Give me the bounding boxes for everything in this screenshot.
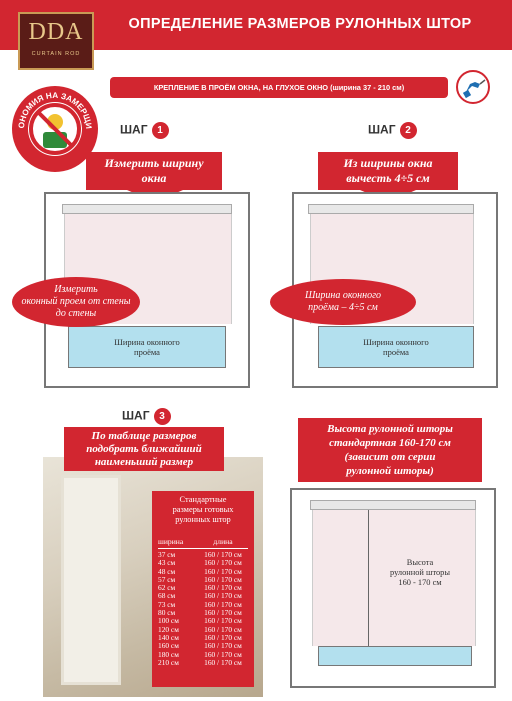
- sizes-table-row: [158, 659, 248, 667]
- sizes-width-cell: 140 см: [158, 632, 179, 642]
- sizes-length-cell: 160 / 170 см: [204, 624, 242, 634]
- sizes-length-cell: 160 / 170 см: [204, 641, 242, 651]
- step-1-callout: Измерить ширину окна: [86, 152, 222, 190]
- step-3-callout: По таблице размеров подобрать ближайший наименьший размер: [64, 427, 224, 471]
- height-label: Высота рулонной шторы 160 - 170 см: [390, 558, 450, 587]
- step-3-label: ШАГ 3: [122, 408, 171, 425]
- sizes-width-cell: 43 см: [158, 558, 176, 568]
- mount-banner: КРЕПЛЕНИЕ В ПРОЁМ ОКНА, НА ГЛУХОЕ ОКНО (ширина 37 - 210 см): [110, 77, 448, 98]
- sizes-width-cell: 80 см: [158, 608, 176, 618]
- sizes-length-cell: 160 / 170 см: [204, 558, 242, 568]
- step-4-glass: [318, 646, 472, 666]
- sizes-length-cell: 160 / 170 см: [204, 632, 242, 642]
- sizes-length-cell: 160 / 170 см: [204, 591, 242, 601]
- window-photo-element: [61, 475, 121, 685]
- sizes-length-cell: 160 / 170 см: [204, 608, 242, 618]
- badge-text: ОНОМИЯ НА ЗАМЕРЩИ: [16, 90, 94, 130]
- sizes-table-divider: [158, 548, 248, 549]
- sizes-width-cell: 37 см: [158, 550, 176, 559]
- step-2-oval-note: Ширина оконного проёма – 4÷5 см: [270, 279, 416, 325]
- logo-main-text: DDA: [28, 19, 84, 45]
- sizes-width-cell: 100 см: [158, 616, 179, 626]
- sizes-length-cell: 160 / 170 см: [204, 566, 242, 576]
- sizes-width-cell: 160 см: [158, 641, 179, 651]
- step-1-label: ШАГ 1: [120, 122, 169, 139]
- sizes-table-panel: [152, 491, 254, 687]
- sizes-width-cell: 57 см: [158, 574, 176, 584]
- sizes-width-cell: 48 см: [158, 566, 176, 576]
- sizes-table-title: Стандартные размеры готовых рулонных штор: [172, 495, 234, 524]
- sizes-width-cell: 180 см: [158, 649, 179, 659]
- step-2-callout: Из ширины окна вычесть 4÷5 см: [318, 152, 458, 190]
- page-title: ОПРЕДЕЛЕНИЕ РАЗМЕРОВ РУЛОННЫХ ШТОР: [128, 16, 472, 32]
- height-dimension-line: [368, 510, 369, 646]
- step-4-callout: Высота рулонной шторы стандартная 160-170 см (зависит от серии рулонной шторы): [298, 418, 482, 482]
- sizes-length-cell: 160 / 170 см: [204, 583, 242, 593]
- sizes-width-cell: 73 см: [158, 599, 176, 609]
- sizes-width-cell: 68 см: [158, 591, 176, 601]
- logo-sub-text: CURTAIN ROD: [31, 51, 81, 57]
- sizes-width-cell: 210 см: [158, 657, 179, 667]
- sizes-length-cell: 160 / 170 см: [204, 550, 242, 559]
- step-2-roller: [308, 204, 474, 214]
- sizes-width-cell: 120 см: [158, 624, 179, 634]
- step-1-glass: Ширина оконного проёма: [68, 326, 226, 368]
- step-2-glass: Ширина оконного проёма: [318, 326, 474, 368]
- sizes-width-cell: 62 см: [158, 583, 176, 593]
- step-2-label: ШАГ 2: [368, 122, 417, 139]
- sizes-length-cell: 160 / 170 см: [204, 616, 242, 626]
- sizes-length-cell: 160 / 170 см: [204, 657, 242, 667]
- step-1-roller: [62, 204, 232, 214]
- step-4-roller: [310, 500, 476, 510]
- sizes-table-header: ширина длина: [158, 537, 233, 546]
- drill-icon: [456, 70, 490, 104]
- sizes-length-cell: 160 / 170 см: [204, 599, 242, 609]
- sizes-length-cell: 160 / 170 см: [204, 574, 242, 584]
- no-worker-icon: [28, 102, 82, 156]
- brand-logo: [18, 12, 94, 70]
- sizes-length-cell: 160 / 170 см: [204, 649, 242, 659]
- step-1-oval-note: Измерить оконный проем от стены до стены: [12, 277, 140, 327]
- sizes-table-body: [152, 551, 254, 667]
